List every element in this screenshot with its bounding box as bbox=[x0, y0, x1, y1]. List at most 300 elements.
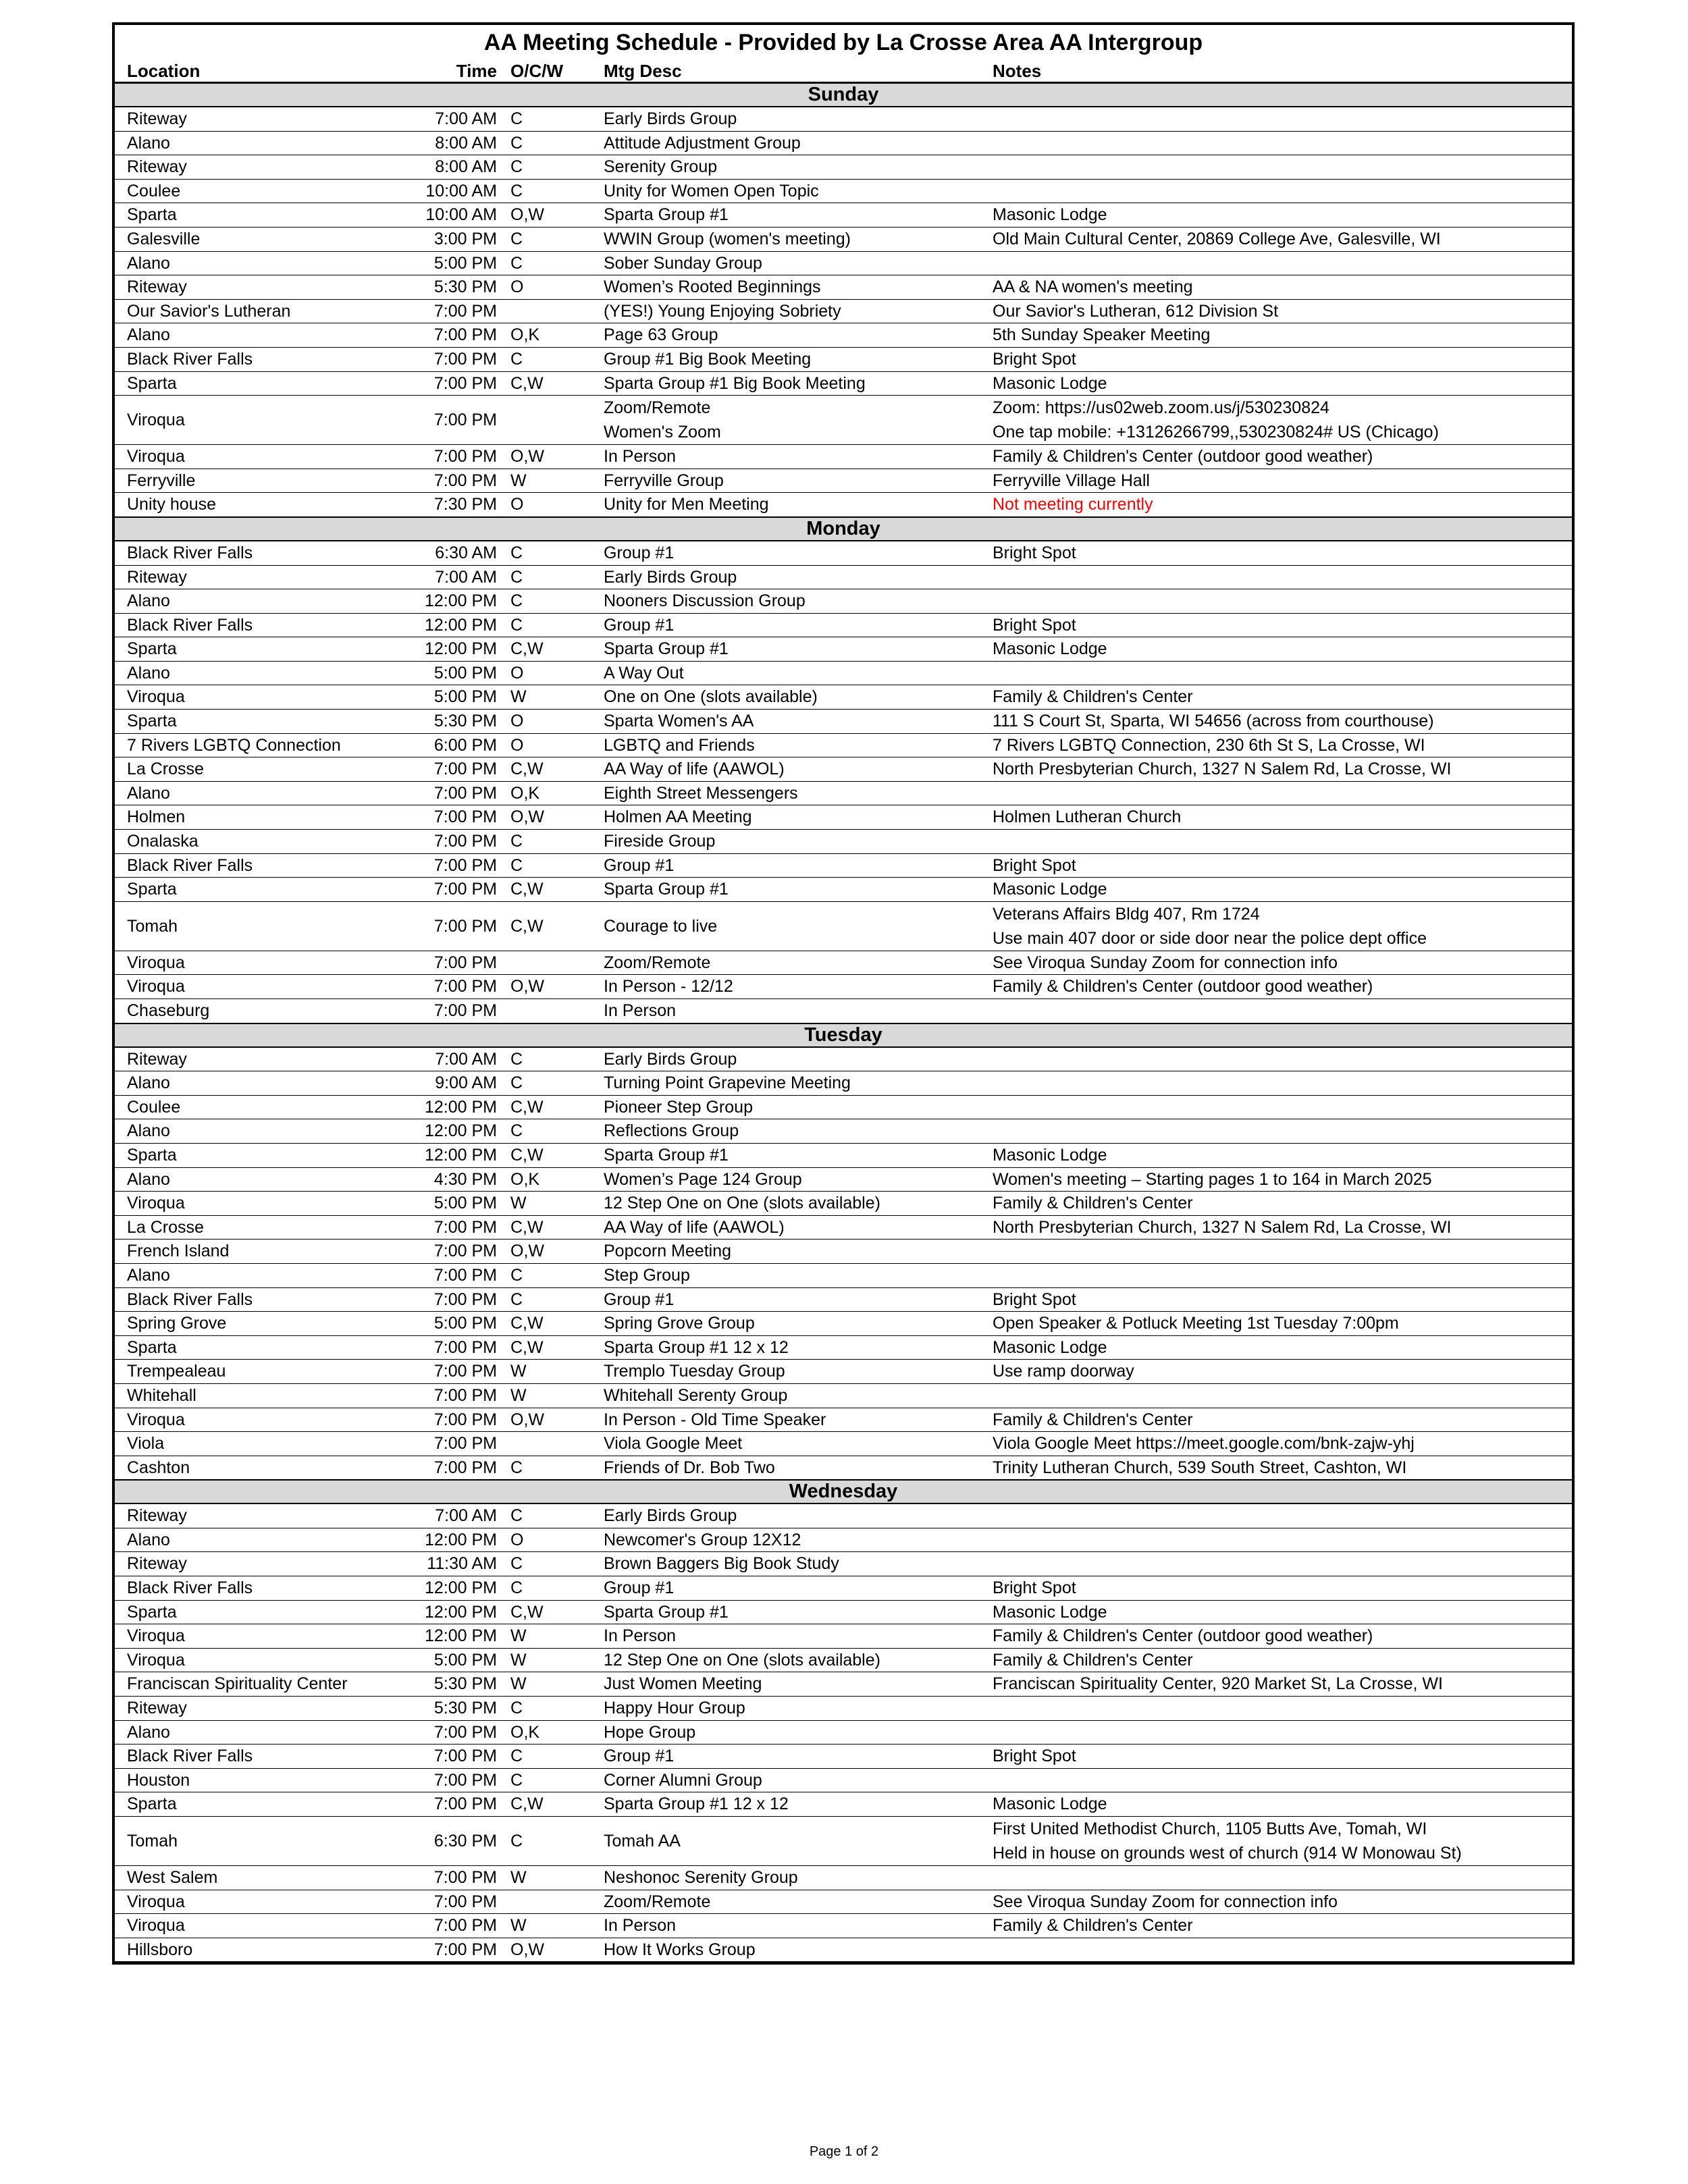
location-cell: Coulee bbox=[115, 179, 352, 203]
time-cell: 7:00 PM bbox=[352, 1215, 509, 1240]
notes-cell bbox=[993, 1938, 1572, 1962]
desc-cell: Courage to live bbox=[604, 901, 993, 951]
ocw-cell: O bbox=[509, 661, 604, 685]
table-row bbox=[115, 1792, 1572, 1817]
location-cell: 7 Rivers LGBTQ Connection bbox=[115, 733, 352, 757]
location-cell: La Crosse bbox=[115, 757, 352, 782]
notes-cell: Not meeting currently bbox=[993, 493, 1572, 517]
ocw-cell: O,W bbox=[509, 203, 604, 228]
notes-cell: Franciscan Spirituality Center, 920 Market St, La Crosse, WI bbox=[993, 1672, 1572, 1697]
time-cell: 7:00 PM bbox=[352, 975, 509, 999]
location-cell: Alano bbox=[115, 251, 352, 275]
ocw-cell: W bbox=[509, 1866, 604, 1890]
table-row bbox=[115, 951, 1572, 975]
time-cell: 7:00 PM bbox=[352, 853, 509, 878]
notes-cell: Holmen Lutheran Church bbox=[993, 805, 1572, 830]
ocw-cell: O,W bbox=[509, 445, 604, 469]
time-cell: 7:00 PM bbox=[352, 1890, 509, 1914]
time-cell: 5:00 PM bbox=[352, 685, 509, 710]
location-cell: Tomah bbox=[115, 1817, 352, 1866]
time-cell: 10:00 AM bbox=[352, 179, 509, 203]
table-row bbox=[115, 1143, 1572, 1167]
location-cell: Black River Falls bbox=[115, 1287, 352, 1312]
table-row bbox=[115, 685, 1572, 710]
notes-cell bbox=[993, 1552, 1572, 1576]
location-cell: Black River Falls bbox=[115, 613, 352, 637]
ocw-cell: C bbox=[509, 107, 604, 131]
ocw-cell: O bbox=[509, 493, 604, 517]
table-row bbox=[115, 565, 1572, 589]
location-cell: Franciscan Spirituality Center bbox=[115, 1672, 352, 1697]
column-header-desc: Mtg Desc bbox=[604, 60, 993, 83]
table-row bbox=[115, 299, 1572, 323]
day-header bbox=[115, 83, 1572, 107]
ocw-cell: C bbox=[509, 1047, 604, 1071]
time-cell: 7:00 PM bbox=[352, 901, 509, 951]
ocw-cell: C,W bbox=[509, 1600, 604, 1624]
desc-cell: In Person bbox=[604, 1624, 993, 1649]
notes-cell: Family & Children's Center bbox=[993, 1914, 1572, 1938]
time-cell: 7:00 AM bbox=[352, 565, 509, 589]
notes-cell: Bright Spot bbox=[993, 613, 1572, 637]
desc-cell: Sparta Group #1 bbox=[604, 1600, 993, 1624]
time-cell: 5:30 PM bbox=[352, 275, 509, 300]
notes-cell: Family & Children's Center bbox=[993, 1648, 1572, 1672]
notes-cell: Family & Children's Center (outdoor good weather) bbox=[993, 445, 1572, 469]
time-cell: 7:00 PM bbox=[352, 1866, 509, 1890]
ocw-cell: C bbox=[509, 1287, 604, 1312]
notes-cell bbox=[993, 1528, 1572, 1552]
location-cell: Alano bbox=[115, 1119, 352, 1144]
desc-cell: Group #1 bbox=[604, 541, 993, 565]
location-cell: Alano bbox=[115, 1167, 352, 1192]
desc-cell: Sparta Group #1 bbox=[604, 203, 993, 228]
notes-cell: Masonic Lodge bbox=[993, 1335, 1572, 1360]
ocw-cell bbox=[509, 299, 604, 323]
ocw-cell: C,W bbox=[509, 1792, 604, 1817]
table-body bbox=[115, 83, 1572, 1962]
time-cell: 11:30 AM bbox=[352, 1552, 509, 1576]
notes-cell bbox=[993, 1383, 1572, 1408]
location-cell: Riteway bbox=[115, 1552, 352, 1576]
location-cell: Sparta bbox=[115, 878, 352, 902]
notes-cell: Masonic Lodge bbox=[993, 878, 1572, 902]
time-cell: 6:30 PM bbox=[352, 1817, 509, 1866]
time-cell: 5:30 PM bbox=[352, 1672, 509, 1697]
table-row bbox=[115, 999, 1572, 1023]
ocw-cell: C,W bbox=[509, 1095, 604, 1119]
desc-cell: AA Way of life (AAWOL) bbox=[604, 1215, 993, 1240]
desc-cell-line-2: Women's Zoom bbox=[604, 423, 721, 442]
notes-cell bbox=[993, 251, 1572, 275]
time-cell: 7:00 PM bbox=[352, 1456, 509, 1480]
ocw-cell: W bbox=[509, 1672, 604, 1697]
day-name: Monday bbox=[115, 517, 1572, 541]
meeting-table bbox=[115, 60, 1572, 1962]
desc-cell: Ferryville Group bbox=[604, 469, 993, 493]
desc-cell: Holmen AA Meeting bbox=[604, 805, 993, 830]
table-row bbox=[115, 1890, 1572, 1914]
time-cell: 9:00 AM bbox=[352, 1071, 509, 1096]
desc-cell: Group #1 bbox=[604, 853, 993, 878]
table-row bbox=[115, 1240, 1572, 1264]
time-cell: 7:00 PM bbox=[352, 1383, 509, 1408]
desc-cell: 12 Step One on One (slots available) bbox=[604, 1192, 993, 1216]
ocw-cell: C bbox=[509, 131, 604, 155]
desc-cell: Early Birds Group bbox=[604, 1503, 993, 1528]
column-header-time: Time bbox=[352, 60, 509, 83]
ocw-cell: C bbox=[509, 853, 604, 878]
notes-cell bbox=[993, 1697, 1572, 1721]
table-row bbox=[115, 1576, 1572, 1601]
column-header-location: Location bbox=[115, 60, 352, 83]
location-cell: Viroqua bbox=[115, 1648, 352, 1672]
location-cell: Alano bbox=[115, 1720, 352, 1744]
desc-cell: Women’s Page 124 Group bbox=[604, 1167, 993, 1192]
time-cell: 7:00 PM bbox=[352, 781, 509, 805]
day-name: Tuesday bbox=[115, 1023, 1572, 1047]
desc-cell: In Person bbox=[604, 445, 993, 469]
time-cell: 7:00 PM bbox=[352, 1768, 509, 1792]
desc-cell: 12 Step One on One (slots available) bbox=[604, 1648, 993, 1672]
notes-cell: Family & Children's Center bbox=[993, 1192, 1572, 1216]
desc-cell: Tomah AA bbox=[604, 1817, 993, 1866]
time-cell: 6:00 PM bbox=[352, 733, 509, 757]
notes-cell: Bright Spot bbox=[993, 1576, 1572, 1601]
desc-cell bbox=[604, 396, 993, 445]
notes-cell bbox=[993, 396, 1572, 445]
desc-cell: Viola Google Meet bbox=[604, 1432, 993, 1456]
desc-cell: Hope Group bbox=[604, 1720, 993, 1744]
time-cell: 7:00 AM bbox=[352, 107, 509, 131]
ocw-cell: O bbox=[509, 733, 604, 757]
time-cell: 5:00 PM bbox=[352, 1312, 509, 1336]
location-cell: Tomah bbox=[115, 901, 352, 951]
notes-cell: Masonic Lodge bbox=[993, 1600, 1572, 1624]
ocw-cell: C,W bbox=[509, 1143, 604, 1167]
location-cell: Riteway bbox=[115, 107, 352, 131]
ocw-cell: O,K bbox=[509, 1167, 604, 1192]
location-cell: Viroqua bbox=[115, 951, 352, 975]
desc-cell: A Way Out bbox=[604, 661, 993, 685]
table-row bbox=[115, 275, 1572, 300]
ocw-cell: C bbox=[509, 347, 604, 371]
location-cell: Sparta bbox=[115, 1792, 352, 1817]
time-cell: 5:30 PM bbox=[352, 710, 509, 734]
table-row bbox=[115, 1503, 1572, 1528]
page-footer: Page 1 of 2 bbox=[809, 2144, 879, 2159]
table-row bbox=[115, 1071, 1572, 1096]
location-cell: Viroqua bbox=[115, 445, 352, 469]
location-cell: West Salem bbox=[115, 1866, 352, 1890]
time-cell: 12:00 PM bbox=[352, 1119, 509, 1144]
desc-cell: Sparta Women's AA bbox=[604, 710, 993, 734]
notes-cell: Masonic Lodge bbox=[993, 1792, 1572, 1817]
notes-cell: 7 Rivers LGBTQ Connection, 230 6th St S, La Crosse, WI bbox=[993, 733, 1572, 757]
time-cell: 12:00 PM bbox=[352, 613, 509, 637]
notes-cell bbox=[993, 155, 1572, 180]
ocw-cell: C,W bbox=[509, 371, 604, 396]
notes-cell bbox=[993, 1047, 1572, 1071]
table-row bbox=[115, 1456, 1572, 1480]
notes-cell: Family & Children's Center bbox=[993, 685, 1572, 710]
ocw-cell: C bbox=[509, 1456, 604, 1480]
table-row bbox=[115, 1744, 1572, 1769]
notes-cell: Trinity Lutheran Church, 539 South Street, Cashton, WI bbox=[993, 1456, 1572, 1480]
notes-cell: Old Main Cultural Center, 20869 College Ave, Galesville, WI bbox=[993, 227, 1572, 251]
location-cell: Viroqua bbox=[115, 1192, 352, 1216]
ocw-cell: W bbox=[509, 1383, 604, 1408]
notes-cell: Women's meeting – Starting pages 1 to 164 in March 2025 bbox=[993, 1167, 1572, 1192]
notes-cell bbox=[993, 107, 1572, 131]
table-row bbox=[115, 203, 1572, 228]
table-row bbox=[115, 637, 1572, 662]
table-row bbox=[115, 1600, 1572, 1624]
notes-cell: Masonic Lodge bbox=[993, 203, 1572, 228]
time-cell: 7:00 PM bbox=[352, 1744, 509, 1769]
location-cell: Houston bbox=[115, 1768, 352, 1792]
ocw-cell: C bbox=[509, 155, 604, 180]
ocw-cell: C,W bbox=[509, 1335, 604, 1360]
ocw-cell: W bbox=[509, 1648, 604, 1672]
time-cell: 5:00 PM bbox=[352, 661, 509, 685]
table-row bbox=[115, 469, 1572, 493]
table-row bbox=[115, 1672, 1572, 1697]
desc-cell: LGBTQ and Friends bbox=[604, 733, 993, 757]
ocw-cell bbox=[509, 396, 604, 445]
location-cell: Whitehall bbox=[115, 1383, 352, 1408]
ocw-cell: O,W bbox=[509, 805, 604, 830]
desc-cell: Unity for Women Open Topic bbox=[604, 179, 993, 203]
table-row bbox=[115, 1119, 1572, 1144]
location-cell: Viroqua bbox=[115, 1890, 352, 1914]
desc-cell: How It Works Group bbox=[604, 1938, 993, 1962]
location-cell: Sparta bbox=[115, 710, 352, 734]
notes-cell bbox=[993, 1071, 1572, 1096]
desc-cell: Brown Baggers Big Book Study bbox=[604, 1552, 993, 1576]
time-cell: 10:00 AM bbox=[352, 203, 509, 228]
ocw-cell: W bbox=[509, 1914, 604, 1938]
notes-cell bbox=[993, 1817, 1572, 1866]
ocw-cell: O,K bbox=[509, 323, 604, 348]
desc-cell: Early Birds Group bbox=[604, 107, 993, 131]
column-header-notes: Notes bbox=[993, 60, 1572, 83]
desc-cell: Group #1 Big Book Meeting bbox=[604, 347, 993, 371]
table-row bbox=[115, 757, 1572, 782]
location-cell: Riteway bbox=[115, 155, 352, 180]
ocw-cell: C bbox=[509, 1119, 604, 1144]
ocw-cell bbox=[509, 1432, 604, 1456]
notes-cell: Bright Spot bbox=[993, 1287, 1572, 1312]
location-cell: Holmen bbox=[115, 805, 352, 830]
time-cell: 12:00 PM bbox=[352, 1095, 509, 1119]
time-cell: 12:00 PM bbox=[352, 1600, 509, 1624]
ocw-cell: C bbox=[509, 1576, 604, 1601]
location-cell: Spring Grove bbox=[115, 1312, 352, 1336]
table-row bbox=[115, 1095, 1572, 1119]
table-row bbox=[115, 613, 1572, 637]
location-cell: Black River Falls bbox=[115, 347, 352, 371]
ocw-cell: C,W bbox=[509, 1215, 604, 1240]
notes-cell bbox=[993, 781, 1572, 805]
day-header bbox=[115, 1023, 1572, 1047]
notes-cell: Family & Children's Center bbox=[993, 1408, 1572, 1432]
notes-cell: 5th Sunday Speaker Meeting bbox=[993, 323, 1572, 348]
desc-cell: Fireside Group bbox=[604, 830, 993, 854]
table-row bbox=[115, 805, 1572, 830]
time-cell: 3:00 PM bbox=[352, 227, 509, 251]
location-cell: Alano bbox=[115, 589, 352, 614]
location-cell: Galesville bbox=[115, 227, 352, 251]
location-cell: Alano bbox=[115, 323, 352, 348]
desc-cell: (YES!) Young Enjoying Sobriety bbox=[604, 299, 993, 323]
time-cell: 7:00 PM bbox=[352, 1720, 509, 1744]
location-cell: Hillsboro bbox=[115, 1938, 352, 1962]
notes-cell bbox=[993, 1720, 1572, 1744]
desc-cell: Women’s Rooted Beginnings bbox=[604, 275, 993, 300]
location-cell: Chaseburg bbox=[115, 999, 352, 1023]
ocw-cell: C bbox=[509, 1552, 604, 1576]
time-cell: 5:00 PM bbox=[352, 1648, 509, 1672]
time-cell: 7:00 PM bbox=[352, 1408, 509, 1432]
time-cell: 7:00 PM bbox=[352, 1263, 509, 1287]
desc-cell: Corner Alumni Group bbox=[604, 1768, 993, 1792]
ocw-cell: C bbox=[509, 251, 604, 275]
notes-cell: Family & Children's Center (outdoor good weather) bbox=[993, 975, 1572, 999]
table-row bbox=[115, 661, 1572, 685]
ocw-cell: C bbox=[509, 1744, 604, 1769]
desc-cell: Reflections Group bbox=[604, 1119, 993, 1144]
table-row bbox=[115, 1192, 1572, 1216]
desc-cell: Turning Point Grapevine Meeting bbox=[604, 1071, 993, 1096]
time-cell: 7:00 PM bbox=[352, 347, 509, 371]
time-cell: 6:30 AM bbox=[352, 541, 509, 565]
location-cell: La Crosse bbox=[115, 1215, 352, 1240]
time-cell: 12:00 PM bbox=[352, 589, 509, 614]
notes-cell bbox=[993, 1095, 1572, 1119]
location-cell: Black River Falls bbox=[115, 1744, 352, 1769]
notes-cell: North Presbyterian Church, 1327 N Salem Rd, La Crosse, WI bbox=[993, 1215, 1572, 1240]
desc-cell: In Person bbox=[604, 999, 993, 1023]
desc-cell: Group #1 bbox=[604, 1287, 993, 1312]
time-cell: 12:00 PM bbox=[352, 637, 509, 662]
ocw-cell: C bbox=[509, 1071, 604, 1096]
notes-cell: Family & Children's Center (outdoor good weather) bbox=[993, 1624, 1572, 1649]
notes-cell bbox=[993, 1240, 1572, 1264]
day-header bbox=[115, 517, 1572, 541]
desc-cell: Zoom/Remote bbox=[604, 1890, 993, 1914]
table-row bbox=[115, 1720, 1572, 1744]
ocw-cell: O,W bbox=[509, 1938, 604, 1962]
notes-cell bbox=[993, 1768, 1572, 1792]
notes-cell: Bright Spot bbox=[993, 853, 1572, 878]
table-row bbox=[115, 179, 1572, 203]
ocw-cell bbox=[509, 999, 604, 1023]
location-cell: Unity house bbox=[115, 493, 352, 517]
ocw-cell: C bbox=[509, 613, 604, 637]
desc-cell: Sparta Group #1 bbox=[604, 1143, 993, 1167]
notes-cell: 111 S Court St, Sparta, WI 54656 (across from courthouse) bbox=[993, 710, 1572, 734]
table-row bbox=[115, 541, 1572, 565]
notes-cell: See Viroqua Sunday Zoom for connection info bbox=[993, 1890, 1572, 1914]
ocw-cell: C bbox=[509, 1768, 604, 1792]
time-cell: 12:00 PM bbox=[352, 1528, 509, 1552]
notes-cell: North Presbyterian Church, 1327 N Salem Rd, La Crosse, WI bbox=[993, 757, 1572, 782]
table-row bbox=[115, 323, 1572, 348]
location-cell: Riteway bbox=[115, 1047, 352, 1071]
ocw-cell: C,W bbox=[509, 637, 604, 662]
location-cell: Viroqua bbox=[115, 1408, 352, 1432]
table-row bbox=[115, 710, 1572, 734]
time-cell: 8:00 AM bbox=[352, 155, 509, 180]
ocw-cell: W bbox=[509, 1624, 604, 1649]
desc-cell: In Person bbox=[604, 1914, 993, 1938]
location-cell: Coulee bbox=[115, 1095, 352, 1119]
location-cell: Alano bbox=[115, 1263, 352, 1287]
table-row bbox=[115, 1360, 1572, 1384]
time-cell: 12:00 PM bbox=[352, 1143, 509, 1167]
table-row bbox=[115, 493, 1572, 517]
table-row bbox=[115, 1528, 1572, 1552]
time-cell: 7:00 PM bbox=[352, 951, 509, 975]
table-row bbox=[115, 251, 1572, 275]
notes-cell bbox=[993, 179, 1572, 203]
day-name: Sunday bbox=[115, 83, 1572, 107]
table-row bbox=[115, 1624, 1572, 1649]
location-cell: Viroqua bbox=[115, 1914, 352, 1938]
desc-cell: Just Women Meeting bbox=[604, 1672, 993, 1697]
table-row bbox=[115, 1312, 1572, 1336]
desc-cell: Whitehall Serenty Group bbox=[604, 1383, 993, 1408]
location-cell: Cashton bbox=[115, 1456, 352, 1480]
table-row bbox=[115, 227, 1572, 251]
time-cell: 5:30 PM bbox=[352, 1697, 509, 1721]
desc-cell: Serenity Group bbox=[604, 155, 993, 180]
location-cell: Black River Falls bbox=[115, 1576, 352, 1601]
location-cell: Viroqua bbox=[115, 1624, 352, 1649]
time-cell: 7:00 PM bbox=[352, 805, 509, 830]
location-cell: Viroqua bbox=[115, 975, 352, 999]
location-cell: Alano bbox=[115, 131, 352, 155]
desc-cell: Happy Hour Group bbox=[604, 1697, 993, 1721]
ocw-cell: O,W bbox=[509, 1240, 604, 1264]
notes-cell: Use ramp doorway bbox=[993, 1360, 1572, 1384]
location-cell: French Island bbox=[115, 1240, 352, 1264]
notes-cell: Bright Spot bbox=[993, 1744, 1572, 1769]
table-row bbox=[115, 1768, 1572, 1792]
table-row bbox=[115, 1648, 1572, 1672]
notes-cell bbox=[993, 901, 1572, 951]
desc-cell: In Person - 12/12 bbox=[604, 975, 993, 999]
table-row bbox=[115, 396, 1572, 445]
desc-cell: Page 63 Group bbox=[604, 323, 993, 348]
table-row bbox=[115, 1697, 1572, 1721]
desc-cell: Popcorn Meeting bbox=[604, 1240, 993, 1264]
ocw-cell: W bbox=[509, 685, 604, 710]
time-cell: 7:00 PM bbox=[352, 830, 509, 854]
location-cell: Sparta bbox=[115, 371, 352, 396]
time-cell: 7:00 PM bbox=[352, 999, 509, 1023]
table-row bbox=[115, 107, 1572, 131]
ocw-cell: C bbox=[509, 227, 604, 251]
notes-cell bbox=[993, 999, 1572, 1023]
time-cell: 7:00 PM bbox=[352, 371, 509, 396]
table-row bbox=[115, 371, 1572, 396]
desc-cell: In Person - Old Time Speaker bbox=[604, 1408, 993, 1432]
ocw-cell: O bbox=[509, 275, 604, 300]
ocw-cell: C,W bbox=[509, 757, 604, 782]
location-cell: Riteway bbox=[115, 275, 352, 300]
